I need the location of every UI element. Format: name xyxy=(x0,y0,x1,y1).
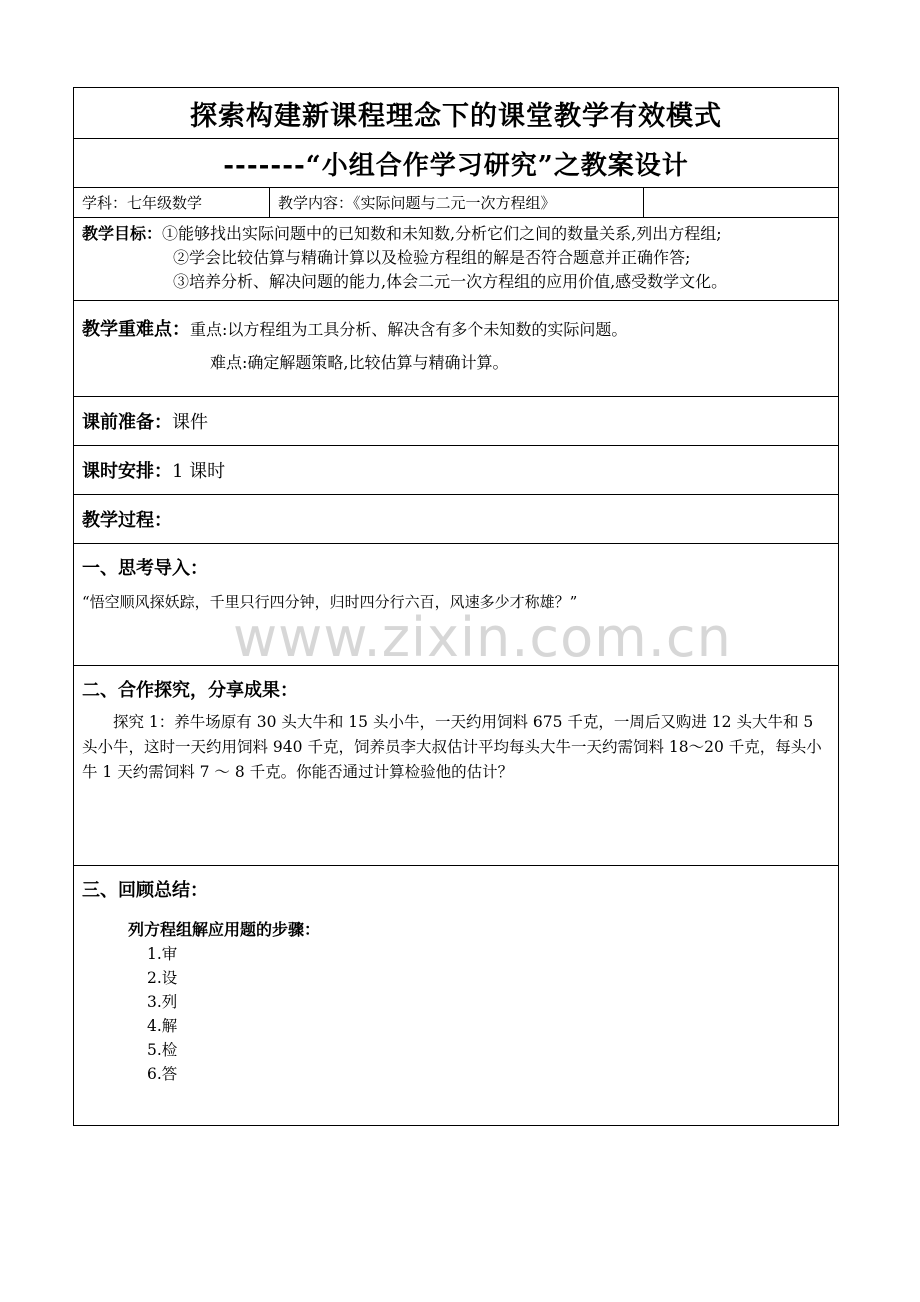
schedule-row xyxy=(74,446,838,495)
goal-item: ①能够找出实际问题中的已知数和未知数,分析它们之间的数量关系,列出方程组; xyxy=(162,224,722,243)
difficulty-label: 教学重难点： xyxy=(82,319,190,340)
key-difficulties xyxy=(74,301,838,397)
list-item: 2.设 xyxy=(147,969,178,987)
lesson-plan-table xyxy=(73,87,839,1126)
list-item: 4.解 xyxy=(147,1017,178,1035)
steps-heading: 列方程组解应用题的步骤： xyxy=(128,920,321,939)
prep-row xyxy=(74,397,838,446)
goal-item: ③培养分析、解决问题的能力,体会二元一次方程组的应用价值,感受数学文化。 xyxy=(173,272,728,291)
section-intro xyxy=(74,544,838,666)
list-item: 5.检 xyxy=(147,1041,178,1059)
goals-label: 教学目标： xyxy=(82,224,163,243)
list-item: 1.审 xyxy=(147,945,178,963)
process-label: 教学过程： xyxy=(82,510,172,531)
document-subtitle: -------“小组合作学习研究”之教案设计 xyxy=(74,139,838,188)
explore-problem-text: 探究 1：养牛场原有 30 头大牛和 15 头小牛，一天约用饲料 675 千克，一周后又购进 12 头大牛和 5 头小牛，这时一天约用饲料 940 千克，饲养员李大叔估计平均每头大牛一天约需饲料 18～20 千克，每头小牛 1 天约需饲料 7 ～ 8 千克。你能否通过计算检验他的估计？ xyxy=(82,713,822,781)
content-cell: 教学内容：《实际问题与二元一次方程组》 xyxy=(270,188,644,217)
list-item: 6.答 xyxy=(147,1065,178,1083)
hard-point: 难点:确定解题策略,比较估算与精确计算。 xyxy=(210,353,509,372)
riddle-text: “悟空顺风探妖踪，千里只行四分钟，归时四分行六百，风速多少才称雄？” xyxy=(82,593,578,611)
teaching-goals xyxy=(74,218,838,301)
process-row xyxy=(74,495,838,544)
document-title: 探索构建新课程理念下的课堂教学有效模式 xyxy=(74,88,838,139)
watermark-text: www.zixin.com.cn xyxy=(233,606,732,669)
schedule-value: 1 课时 xyxy=(172,461,226,482)
list-item: 3.列 xyxy=(147,993,178,1011)
blank-cell xyxy=(644,188,838,217)
section-explore xyxy=(74,666,838,866)
section-heading: 三、回顾总结： xyxy=(82,880,208,901)
section-heading: 一、思考导入： xyxy=(82,558,208,579)
goal-item: ②学会比较估算与精确计算以及检验方程组的解是否符合题意并正确作答; xyxy=(173,248,691,267)
subject-cell: 学科：七年级数学 xyxy=(74,188,270,217)
prep-label: 课前准备： xyxy=(82,412,172,433)
meta-row xyxy=(74,188,838,218)
schedule-label: 课时安排： xyxy=(82,461,172,482)
key-point: 重点:以方程组为工具分析、解决含有多个未知数的实际问题。 xyxy=(190,320,628,339)
prep-value: 课件 xyxy=(172,412,208,433)
section-heading: 二、合作探究，分享成果： xyxy=(82,680,298,701)
section-summary xyxy=(74,866,838,1125)
